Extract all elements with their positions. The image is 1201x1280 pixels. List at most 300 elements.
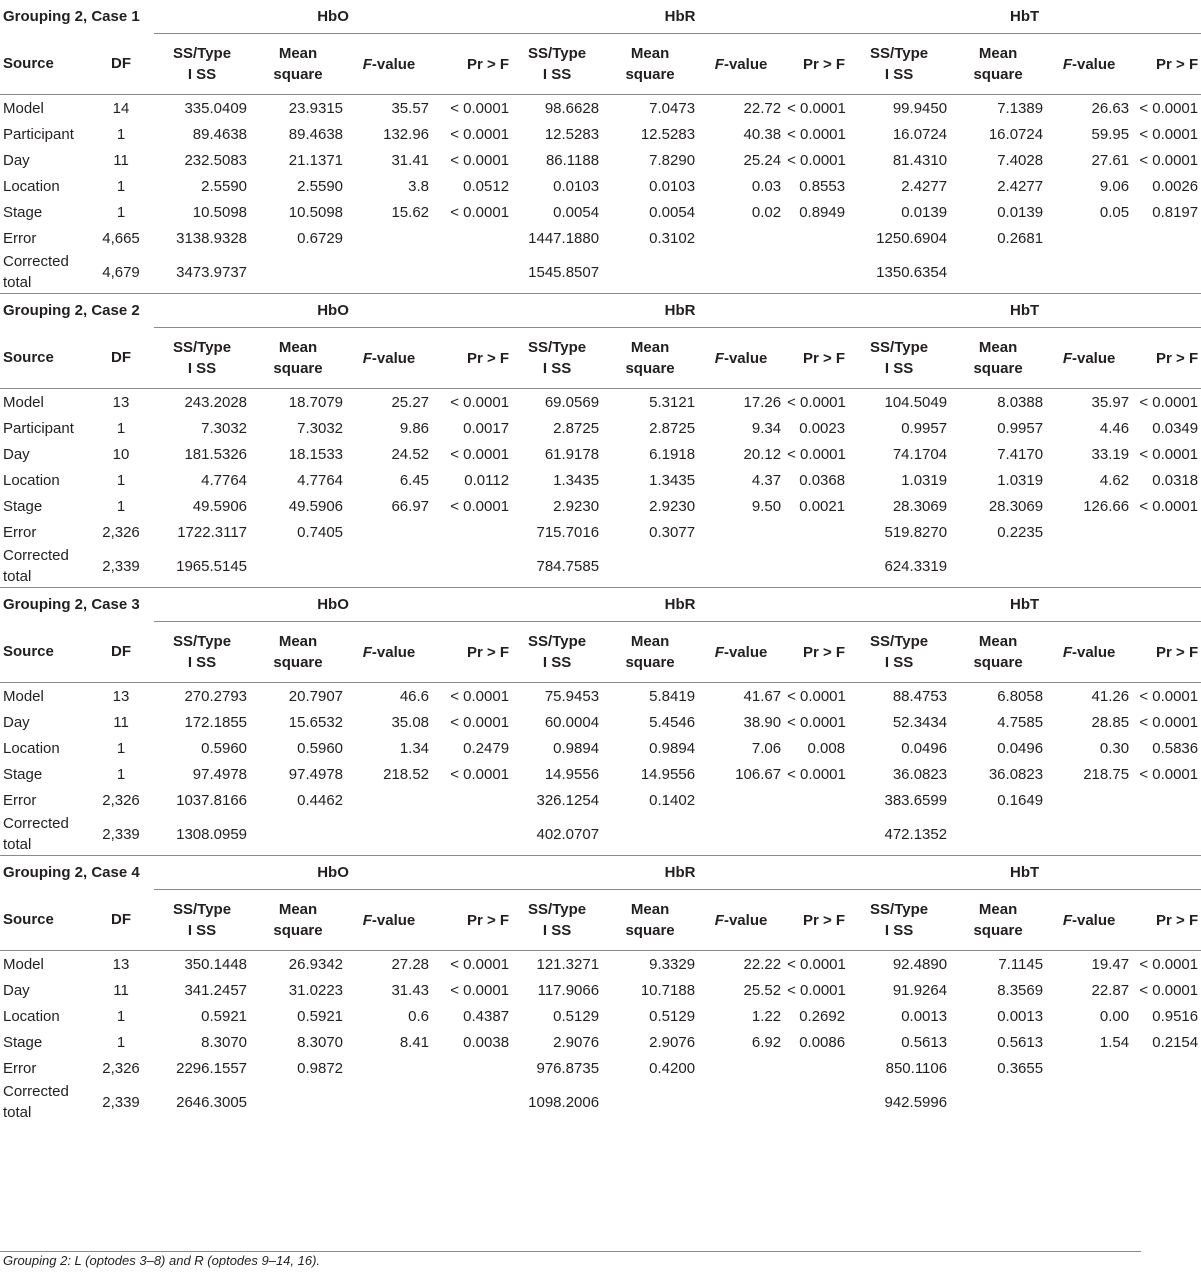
- cell-pr-hbt: < 0.0001: [1139, 713, 1199, 731]
- col-ss-header: [154, 622, 250, 683]
- col-ss-header-line2: I SS: [542, 66, 572, 83]
- cell-pr-hbt: < 0.0001: [1139, 687, 1199, 705]
- cell-pr-hbo: [432, 519, 512, 545]
- cell-ss-hbt: 28.3069: [892, 497, 948, 515]
- cell-ms-hbr: [602, 545, 698, 588]
- col-f-header-rest: -value: [1071, 349, 1116, 367]
- cell-ss-hbo: 2296.1557: [176, 1059, 248, 1077]
- cell-pr-hbr: 0.0023: [799, 419, 846, 437]
- col-pr-header: Pr > F: [432, 34, 512, 95]
- group-header-hbt: HbT: [848, 294, 1201, 328]
- cell-f-hbo: [346, 1055, 432, 1081]
- cell-ss-hbo: 270.2793: [184, 687, 248, 705]
- row-source: Error: [3, 791, 37, 809]
- footnote-rule: [0, 1251, 1141, 1252]
- cell-pr-hbr: < 0.0001: [787, 713, 846, 731]
- cell-f-hbo: 35.57: [391, 99, 430, 117]
- table-row: [0, 709, 1201, 735]
- cell-ss-hbr: 715.7016: [536, 523, 600, 541]
- row-source: Corrected total: [3, 253, 69, 291]
- cell-ss-hbo: 341.2457: [184, 981, 248, 999]
- cell-pr-hbr: 0.0368: [799, 471, 846, 489]
- cell-f-hbr: 38.90: [743, 713, 782, 731]
- cell-pr-hbo: 0.0038: [463, 1033, 510, 1051]
- col-f-header: [698, 328, 784, 389]
- row-df: 11: [113, 713, 129, 731]
- cell-ms-hbo: 0.5960: [297, 739, 344, 757]
- cell-ss-hbt: 81.4310: [892, 151, 948, 169]
- cell-ms-hbt: 7.1145: [998, 955, 1044, 973]
- cell-ms-hbr: 7.8290: [649, 151, 696, 169]
- cell-ms-hbo: 0.9872: [297, 1059, 344, 1077]
- cell-pr-hbo: < 0.0001: [450, 981, 510, 999]
- cell-ss-hbr: 2.9230: [553, 497, 600, 515]
- row-df: 2,326: [102, 523, 140, 541]
- row-df: 13: [112, 955, 130, 973]
- table-row: [0, 1055, 1201, 1081]
- col-f-header-italic: F: [362, 349, 372, 367]
- cell-ss-hbt: 88.4753: [892, 687, 948, 705]
- row-source: Error: [3, 229, 37, 247]
- cell-pr-hbr: [784, 787, 848, 813]
- cell-f-hbo: [346, 251, 432, 294]
- cell-f-hbt: 1.54: [1099, 1033, 1130, 1051]
- row-df: 2,339: [102, 1093, 140, 1111]
- cell-ss-hbo: 2.5590: [201, 177, 248, 195]
- col-ms-header: [602, 34, 698, 95]
- cell-ss-hbt: 850.1106: [885, 1059, 948, 1077]
- row-source: Participant: [3, 419, 74, 437]
- cell-ms-hbr: 0.9894: [649, 739, 696, 757]
- row-df: 13: [112, 687, 130, 705]
- column-header-row: [0, 622, 1201, 683]
- col-f-header: [346, 890, 432, 951]
- cell-ms-hbt: 0.1649: [997, 791, 1044, 809]
- table-row: [0, 441, 1201, 467]
- table-row: [0, 199, 1201, 225]
- col-f-header: [1046, 622, 1132, 683]
- col-ms-header: [250, 34, 346, 95]
- cell-f-hbo: 24.52: [391, 445, 430, 463]
- cell-ms-hbt: 7.4028: [997, 151, 1044, 169]
- cell-f-hbo: 31.41: [391, 151, 430, 169]
- cell-f-hbt: 59.95: [1091, 125, 1130, 143]
- row-source: Error: [3, 1059, 37, 1077]
- cell-pr-hbt: [1132, 1055, 1201, 1081]
- cell-ss-hbo: 0.5921: [201, 1007, 248, 1025]
- cell-f-hbr: 6.92: [751, 1033, 782, 1051]
- cell-ms-hbt: [950, 545, 1046, 588]
- cell-ms-hbr: 5.4546: [649, 713, 696, 731]
- cell-pr-hbo: [432, 1055, 512, 1081]
- col-ms-header-line2: square: [273, 66, 323, 83]
- cell-f-hbr: 22.22: [743, 955, 782, 973]
- cell-f-hbt: [1046, 787, 1132, 813]
- cell-ss-hbo: 3473.9737: [176, 263, 248, 281]
- cell-ss-hbt: 472.1352: [884, 825, 948, 843]
- col-ms-header: [950, 34, 1046, 95]
- cell-f-hbr: 4.37: [751, 471, 782, 489]
- case-title: Grouping 2, Case 2: [0, 294, 154, 328]
- table-row: [0, 545, 1201, 588]
- cell-f-hbo: 3.8: [408, 177, 430, 195]
- col-ms-header-line2: square: [625, 360, 675, 377]
- cell-f-hbt: 35.97: [1091, 393, 1130, 411]
- col-f-header-italic: F: [714, 349, 724, 367]
- col-f-header: [698, 622, 784, 683]
- col-ms-header: [250, 890, 346, 951]
- cell-f-hbr: [698, 1081, 784, 1123]
- column-header-row: [0, 34, 1201, 95]
- cell-f-hbr: [698, 519, 784, 545]
- cell-f-hbr: 40.38: [743, 125, 782, 143]
- col-ss-header: [154, 34, 250, 95]
- cell-pr-hbt: 0.8197: [1152, 203, 1199, 221]
- cell-ss-hbt: 2.4277: [901, 177, 948, 195]
- row-source: Day: [3, 981, 30, 999]
- col-f-header-italic: F: [362, 643, 372, 661]
- cell-pr-hbr: [784, 1055, 848, 1081]
- col-source-header: Source: [0, 622, 88, 683]
- col-ms-header-line2: square: [273, 922, 323, 939]
- cell-f-hbo: 0.6: [408, 1007, 430, 1025]
- table-row: [0, 251, 1201, 294]
- row-df: 1: [116, 471, 126, 489]
- cell-ms-hbt: 0.5613: [997, 1033, 1044, 1051]
- cell-ms-hbo: 0.7405: [297, 523, 344, 541]
- cell-ms-hbo: 23.9315: [288, 99, 344, 117]
- cell-ss-hbr: 1545.8507: [528, 263, 600, 281]
- col-ss-header-line1: SS/Type: [870, 45, 929, 62]
- cell-ms-hbr: 12.5283: [640, 125, 696, 143]
- cell-pr-hbo: < 0.0001: [450, 687, 510, 705]
- col-ss-header: [512, 622, 602, 683]
- cell-f-hbo: 31.43: [391, 981, 430, 999]
- cell-pr-hbo: [432, 225, 512, 251]
- cell-f-hbt: 4.62: [1099, 471, 1130, 489]
- col-ms-header-line1: Mean: [978, 339, 1018, 356]
- col-ms-header-line1: Mean: [278, 633, 318, 650]
- col-ss-header-line1: SS/Type: [172, 45, 232, 62]
- col-ms-header-line2: square: [625, 654, 675, 671]
- cell-ss-hbo: 232.5083: [184, 151, 248, 169]
- cell-pr-hbt: 0.9516: [1152, 1007, 1199, 1025]
- cell-f-hbr: 17.26: [743, 393, 782, 411]
- case-group-header: [0, 0, 1201, 34]
- table-row: [0, 951, 1201, 978]
- cell-pr-hbo: < 0.0001: [450, 125, 510, 143]
- cell-ms-hbr: 7.0473: [649, 99, 696, 117]
- cell-ss-hbo: 10.5098: [192, 203, 248, 221]
- cell-ss-hbr: 1447.1880: [528, 229, 600, 247]
- cell-ms-hbt: 0.9957: [997, 419, 1044, 437]
- col-ms-header: [250, 328, 346, 389]
- cell-pr-hbr: [784, 519, 848, 545]
- group-header-hbr: HbR: [512, 294, 848, 328]
- case-group-header: [0, 856, 1201, 890]
- cell-pr-hbr: 0.8553: [799, 177, 846, 195]
- cell-ss-hbr: 2.8725: [553, 419, 600, 437]
- cell-ms-hbo: 0.5921: [297, 1007, 344, 1025]
- col-ms-header-line1: Mean: [278, 45, 318, 62]
- cell-ms-hbt: 36.0823: [988, 765, 1044, 783]
- col-ms-header-line2: square: [273, 360, 323, 377]
- cell-f-hbt: [1046, 519, 1132, 545]
- table-row: [0, 147, 1201, 173]
- cell-ms-hbo: 8.3070: [297, 1033, 344, 1051]
- cell-f-hbt: 4.46: [1099, 419, 1130, 437]
- cell-ss-hbr: 1098.2006: [528, 1093, 600, 1111]
- cell-f-hbo: 9.86: [399, 419, 430, 437]
- cell-ms-hbo: [250, 813, 346, 856]
- cell-f-hbr: 20.12: [743, 445, 782, 463]
- cell-f-hbo: 1.34: [399, 739, 430, 757]
- group-header-hbr: HbR: [512, 0, 848, 34]
- cell-ms-hbt: 8.3569: [997, 981, 1044, 999]
- cell-f-hbo: [346, 813, 432, 856]
- cell-ms-hbr: 0.5129: [649, 1007, 696, 1025]
- col-f-header-italic: F: [714, 55, 724, 73]
- cell-ss-hbr: 326.1254: [536, 791, 600, 809]
- cell-f-hbr: 41.67: [743, 687, 782, 705]
- col-f-header-italic: F: [714, 643, 724, 661]
- col-ss-header: [848, 890, 950, 951]
- cell-ms-hbo: 2.5590: [297, 177, 344, 195]
- table-row: [0, 787, 1201, 813]
- cell-ms-hbt: 0.2235: [997, 523, 1044, 541]
- cell-pr-hbt: 0.0318: [1152, 471, 1199, 489]
- col-ss-header-line1: SS/Type: [870, 901, 929, 918]
- cell-f-hbr: 9.50: [751, 497, 782, 515]
- row-source: Location: [3, 471, 60, 489]
- table-row: [0, 1029, 1201, 1055]
- cell-f-hbt: 0.30: [1099, 739, 1130, 757]
- cell-pr-hbr: [784, 1081, 848, 1123]
- row-df: 1: [116, 203, 126, 221]
- cell-f-hbo: [346, 787, 432, 813]
- case-title: Grouping 2, Case 3: [0, 588, 154, 622]
- cell-ms-hbo: 97.4978: [288, 765, 344, 783]
- col-f-header-rest: -value: [1071, 911, 1116, 929]
- table-row: [0, 977, 1201, 1003]
- cell-pr-hbt: < 0.0001: [1139, 445, 1199, 463]
- col-pr-header: Pr > F: [432, 890, 512, 951]
- cell-pr-hbr: < 0.0001: [787, 99, 846, 117]
- col-f-header: [698, 890, 784, 951]
- cell-f-hbr: 25.52: [743, 981, 782, 999]
- cell-f-hbt: 27.61: [1091, 151, 1130, 169]
- row-df: 1: [116, 1033, 126, 1051]
- col-f-header-italic: F: [1062, 643, 1072, 661]
- cell-ss-hbt: 36.0823: [892, 765, 948, 783]
- cell-ms-hbo: 15.6532: [288, 713, 344, 731]
- col-f-header-italic: F: [1062, 349, 1072, 367]
- row-source: Location: [3, 177, 60, 195]
- cell-pr-hbt: 0.2154: [1152, 1033, 1199, 1051]
- cell-pr-hbt: < 0.0001: [1139, 765, 1199, 783]
- col-ms-header: [602, 890, 698, 951]
- cell-ss-hbo: 7.3032: [201, 419, 248, 437]
- col-ss-header-line1: SS/Type: [172, 901, 232, 918]
- group-header-hbt: HbT: [848, 588, 1201, 622]
- cell-ss-hbr: 2.9076: [553, 1033, 600, 1051]
- group-header-hbo: HbO: [154, 294, 512, 328]
- cell-pr-hbt: < 0.0001: [1139, 497, 1199, 515]
- col-f-header-rest: -value: [371, 643, 416, 661]
- cell-f-hbr: 22.72: [743, 99, 782, 117]
- cell-pr-hbt: < 0.0001: [1139, 125, 1199, 143]
- cell-f-hbr: [698, 545, 784, 588]
- cell-ss-hbo: 335.0409: [184, 99, 248, 117]
- cell-ss-hbr: 1.3435: [553, 471, 600, 489]
- row-df: 13: [112, 393, 130, 411]
- cell-ss-hbr: 86.1188: [545, 151, 600, 169]
- cell-f-hbt: [1046, 1081, 1132, 1123]
- row-df: 2,339: [102, 557, 140, 575]
- row-df: 1: [116, 497, 126, 515]
- col-f-header: [1046, 34, 1132, 95]
- col-f-header-italic: F: [714, 911, 724, 929]
- cell-ss-hbt: 0.0139: [901, 203, 948, 221]
- cell-ms-hbr: 0.3102: [649, 229, 696, 247]
- cell-pr-hbo: 0.4387: [463, 1007, 510, 1025]
- col-f-header-rest: -value: [1071, 643, 1116, 661]
- cell-ms-hbt: [950, 251, 1046, 294]
- col-pr-header: Pr > F: [784, 328, 848, 389]
- col-f-header-rest: -value: [723, 349, 768, 367]
- cell-ms-hbt: [950, 813, 1046, 856]
- row-df: 2,326: [102, 791, 140, 809]
- cell-ss-hbt: 99.9450: [892, 99, 948, 117]
- col-ss-header: [848, 622, 950, 683]
- cell-ms-hbt: 4.7585: [997, 713, 1044, 731]
- cell-f-hbo: 6.45: [399, 471, 430, 489]
- cell-ss-hbt: 942.5996: [884, 1093, 948, 1111]
- cell-f-hbr: [698, 225, 784, 251]
- cell-f-hbt: 9.06: [1099, 177, 1130, 195]
- cell-ss-hbt: 91.9264: [892, 981, 948, 999]
- col-pr-header: Pr > F: [1132, 890, 1201, 951]
- group-header-hbr: HbR: [512, 588, 848, 622]
- cell-pr-hbr: [784, 251, 848, 294]
- table-row: [0, 415, 1201, 441]
- cell-ss-hbo: 1308.0959: [176, 825, 248, 843]
- cell-pr-hbr: < 0.0001: [787, 151, 846, 169]
- col-ms-header-line1: Mean: [978, 45, 1018, 62]
- row-source: Stage: [3, 203, 43, 221]
- cell-ms-hbr: 0.0054: [649, 203, 696, 221]
- col-ms-header: [950, 328, 1046, 389]
- col-source-header: Source: [0, 890, 88, 951]
- cell-pr-hbr: [784, 545, 848, 588]
- col-ms-header-line2: square: [273, 654, 323, 671]
- col-ss-header-line1: SS/Type: [528, 901, 587, 918]
- cell-ss-hbt: 0.0496: [901, 739, 948, 757]
- group-header-hbr: HbR: [512, 856, 848, 890]
- cell-ss-hbr: 75.9453: [544, 687, 600, 705]
- cell-ss-hbr: 14.9556: [544, 765, 600, 783]
- col-df-header: DF: [88, 328, 154, 389]
- cell-ms-hbt: 6.8058: [997, 687, 1044, 705]
- row-source: Participant: [3, 125, 74, 143]
- col-pr-header: Pr > F: [784, 34, 848, 95]
- col-f-header-rest: -value: [723, 55, 768, 73]
- cell-f-hbr: [698, 251, 784, 294]
- table-row: [0, 761, 1201, 787]
- cell-ms-hbo: 0.6729: [297, 229, 344, 247]
- cell-pr-hbo: 0.0112: [464, 471, 510, 489]
- row-df: 1: [116, 177, 126, 195]
- col-ms-header-line1: Mean: [978, 901, 1018, 918]
- row-df: 10: [112, 445, 130, 463]
- cell-pr-hbo: < 0.0001: [450, 203, 510, 221]
- col-ms-header-line1: Mean: [278, 901, 318, 918]
- col-ss-header-line2: I SS: [187, 654, 217, 671]
- cell-ms-hbo: 18.1533: [288, 445, 344, 463]
- cell-ss-hbo: 350.1448: [184, 955, 248, 973]
- col-f-header-rest: -value: [371, 349, 416, 367]
- col-ss-header-line2: I SS: [542, 360, 572, 377]
- col-ss-header-line2: I SS: [542, 654, 572, 671]
- cell-ms-hbr: 1.3435: [649, 471, 696, 489]
- cell-ms-hbr: 6.1918: [649, 445, 696, 463]
- cell-f-hbt: 26.63: [1091, 99, 1130, 117]
- cell-ss-hbo: 181.5326: [184, 445, 248, 463]
- group-header-hbt: HbT: [848, 856, 1201, 890]
- col-ss-header-line2: I SS: [884, 66, 914, 83]
- col-f-header: [346, 34, 432, 95]
- cell-ms-hbr: 10.7188: [640, 981, 696, 999]
- cell-ms-hbt: [950, 1081, 1046, 1123]
- cell-f-hbt: [1046, 225, 1132, 251]
- col-ms-header-line2: square: [973, 654, 1023, 671]
- col-ss-header-line1: SS/Type: [528, 45, 587, 62]
- cell-f-hbt: 126.66: [1083, 497, 1130, 515]
- col-ms-header: [950, 622, 1046, 683]
- col-f-header-italic: F: [1062, 911, 1072, 929]
- col-ss-header-line2: I SS: [187, 922, 217, 939]
- cell-f-hbt: 28.85: [1091, 713, 1130, 731]
- cell-ms-hbr: 0.3077: [649, 523, 696, 541]
- table-row: [0, 493, 1201, 519]
- cell-pr-hbr: < 0.0001: [787, 393, 846, 411]
- cell-f-hbo: [346, 1081, 432, 1123]
- cell-pr-hbr: < 0.0001: [787, 687, 846, 705]
- cell-pr-hbr: < 0.0001: [787, 955, 846, 973]
- col-ss-header-line1: SS/Type: [172, 633, 232, 650]
- cell-pr-hbr: 0.0021: [799, 497, 846, 515]
- col-f-header-rest: -value: [371, 55, 416, 73]
- table-footnote: Grouping 2: L (optodes 3–8) and R (optodes 9–14, 16).: [3, 1253, 321, 1268]
- cell-ss-hbo: 49.5906: [192, 497, 248, 515]
- cell-ss-hbo: 172.1855: [184, 713, 248, 731]
- cell-pr-hbt: < 0.0001: [1139, 151, 1199, 169]
- col-ss-header: [512, 890, 602, 951]
- col-ms-header-line2: square: [625, 922, 675, 939]
- cell-f-hbr: 0.02: [751, 203, 782, 221]
- col-f-header: [1046, 890, 1132, 951]
- col-ss-header-line2: I SS: [187, 360, 217, 377]
- col-f-header-rest: -value: [723, 643, 768, 661]
- cell-ms-hbr: 2.9076: [649, 1033, 696, 1051]
- cell-pr-hbo: [432, 545, 512, 588]
- cell-pr-hbr: 0.8949: [799, 203, 846, 221]
- row-df: 11: [113, 151, 129, 169]
- col-ss-header: [154, 328, 250, 389]
- cell-ss-hbt: 519.8270: [884, 523, 948, 541]
- cell-ss-hbo: 2646.3005: [176, 1093, 248, 1111]
- table-row: [0, 1081, 1201, 1123]
